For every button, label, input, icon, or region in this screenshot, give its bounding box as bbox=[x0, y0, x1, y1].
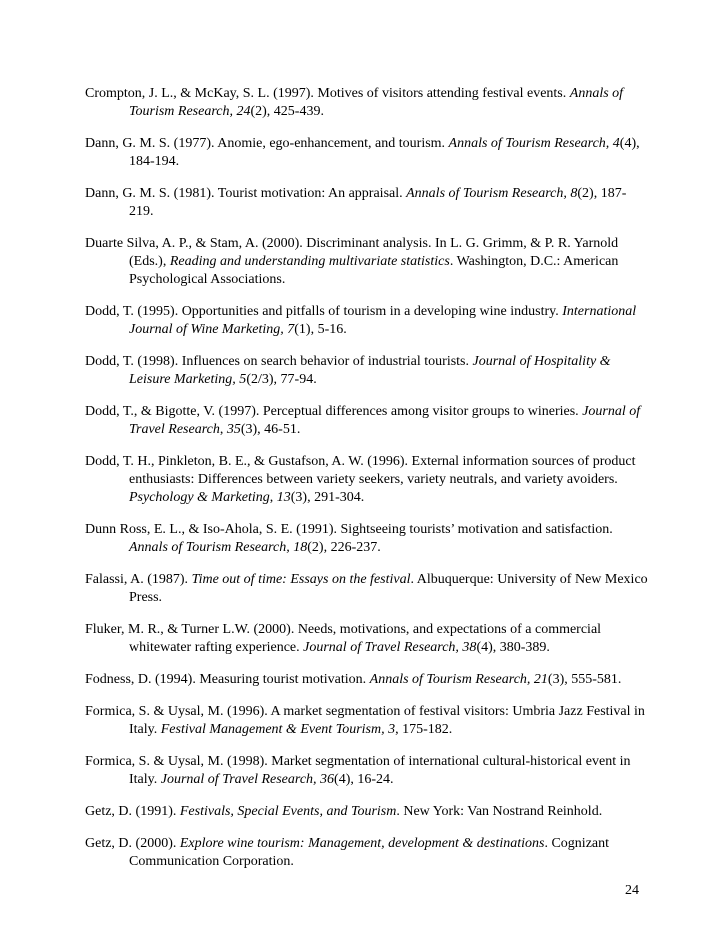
reference-italic-segment: 35 bbox=[226, 422, 241, 437]
reference-italic-segment: Journal of Hospitality & Leisure Marketing, 5 bbox=[129, 354, 611, 387]
reference-italic-segment: Reading and understanding multivariate statistics bbox=[169, 254, 450, 269]
reference-text-segment: Formica, S. & Uysal, M. (1998). Market segmentation of international cultural-historical event in Italy. bbox=[85, 754, 631, 787]
reference-entry bbox=[85, 521, 650, 557]
reference-entry bbox=[85, 85, 650, 121]
reference-text-segment: Falassi, A. (1987). bbox=[85, 572, 192, 587]
reference-text-segment: (2), 226-237. bbox=[307, 540, 381, 555]
reference-text-segment: Getz, D. (2000). bbox=[85, 836, 180, 851]
reference-text-segment: (3), 291-304. bbox=[290, 490, 365, 505]
reference-text-segment: (4), 16-24. bbox=[334, 772, 394, 787]
reference-text-segment: Dodd, T. H., Pinkleton, B. E., & Gustafson, A. W. (1996). External information sources of product enthusiasts: Differences between variety seekers, variety neutrals, and variety avoiders. bbox=[85, 454, 636, 487]
reference-entry bbox=[85, 703, 650, 739]
reference-italic-segment: Journal of Travel Research, 36 bbox=[160, 772, 335, 787]
reference-text-segment: Dodd, T. (1995). Opportunities and pitfalls of tourism in a developing wine industry. bbox=[85, 304, 563, 319]
reference-entry bbox=[85, 803, 650, 821]
reference-entry bbox=[85, 453, 650, 507]
reference-entry bbox=[85, 621, 650, 657]
reference-list bbox=[85, 85, 650, 885]
reference-entry bbox=[85, 135, 650, 171]
reference-text-segment: Getz, D. (1991). bbox=[85, 804, 180, 819]
reference-italic-segment: Psychology & Marketing bbox=[129, 490, 270, 505]
reference-text-segment: . Cognizant Communication Corporation. bbox=[129, 836, 610, 869]
reference-text-segment: (2), 425-439. bbox=[250, 104, 324, 119]
reference-text-segment: (4), 380-389. bbox=[476, 640, 550, 655]
reference-italic-segment: Festivals, Special Events, and Tourism bbox=[179, 804, 397, 819]
reference-text-segment: (3), 46-51. bbox=[240, 422, 301, 437]
reference-italic-segment: Annals of Tourism Research, 4 bbox=[448, 136, 620, 151]
reference-text-segment: . Washington, D.C.: American Psychological Associations. bbox=[129, 254, 619, 287]
reference-entry bbox=[85, 303, 650, 339]
reference-italic-segment: Festival Management & Event Tourism, 3 bbox=[160, 722, 396, 737]
reference-italic-segment: Annals of Tourism Research, 21 bbox=[369, 672, 548, 687]
reference-text-segment: . Albuquerque: University of New Mexico Press. bbox=[129, 572, 648, 605]
reference-italic-segment: Annals of Tourism Research, 18 bbox=[129, 540, 308, 555]
reference-text-segment: Dodd, T. (1998). Influences on search behavior of industrial tourists. bbox=[85, 354, 473, 369]
reference-text-segment: , bbox=[269, 490, 277, 505]
page-number: 24 bbox=[625, 883, 639, 898]
reference-italic-segment: Annals of Tourism Research, 24 bbox=[129, 86, 624, 119]
reference-italic-segment: Time out of time: Essays on the festival bbox=[191, 572, 411, 587]
reference-text-segment: , 175-182. bbox=[395, 722, 453, 737]
reference-text-segment: Crompton, J. L., & McKay, S. L. (1997). Motives of visitors attending festival events. bbox=[85, 86, 570, 101]
reference-entry bbox=[85, 185, 650, 221]
reference-italic-segment: Annals of Tourism Research, 8 bbox=[406, 186, 578, 201]
reference-entry bbox=[85, 353, 650, 389]
reference-entry bbox=[85, 835, 650, 871]
reference-text-segment: Duarte Silva, A. P., & Stam, A. (2000). Discriminant analysis. In L. G. Grimm, & P. R. Yarnold (Eds.), bbox=[85, 236, 619, 269]
reference-text-segment: (2/3), 77-94. bbox=[246, 372, 317, 387]
reference-italic-segment: Journal of Travel Research, 38 bbox=[303, 640, 477, 655]
reference-text-segment: , bbox=[219, 422, 227, 437]
reference-italic-segment: 13 bbox=[276, 490, 291, 505]
reference-text-segment: (4), 184-194. bbox=[129, 136, 640, 169]
reference-italic-segment: Explore wine tourism: Management, development & destinations bbox=[179, 836, 545, 851]
reference-entry bbox=[85, 753, 650, 789]
reference-text-segment: (2), 187-219. bbox=[129, 186, 627, 219]
reference-text-segment: Dodd, T., & Bigotte, V. (1997). Perceptual differences among visitor groups to wineries. bbox=[85, 404, 583, 419]
reference-text-segment: Fodness, D. (1994). Measuring tourist motivation. bbox=[85, 672, 370, 687]
reference-entry bbox=[85, 571, 650, 607]
reference-text-segment: . New York: Van Nostrand Reinhold. bbox=[396, 804, 603, 819]
reference-text-segment: (1), 5-16. bbox=[294, 322, 347, 337]
reference-text-segment: (3), 555-581. bbox=[547, 672, 622, 687]
reference-italic-segment: International Journal of Wine Marketing, 7 bbox=[129, 304, 637, 337]
reference-italic-segment: Journal of Travel Research bbox=[129, 404, 641, 437]
reference-text-segment: Dann, G. M. S. (1977). Anomie, ego-enhancement, and tourism. bbox=[85, 136, 449, 151]
reference-text-segment: Formica, S. & Uysal, M. (1996). A market segmentation of festival visitors: Umbria Jazz Festival in Italy. bbox=[85, 704, 645, 737]
reference-text-segment: Dann, G. M. S. (1981). Tourist motivation: An appraisal. bbox=[85, 186, 407, 201]
reference-entry bbox=[85, 403, 650, 439]
reference-text-segment: Fluker, M. R., & Turner L.W. (2000). Needs, motivations, and expectations of a commercial whitewater rafting experience. bbox=[85, 622, 602, 655]
reference-entry bbox=[85, 235, 650, 289]
reference-entry bbox=[85, 671, 650, 689]
reference-text-segment: Dunn Ross, E. L., & Iso-Ahola, S. E. (1991). Sightseeing tourists’ motivation and satisfaction. bbox=[85, 522, 613, 537]
